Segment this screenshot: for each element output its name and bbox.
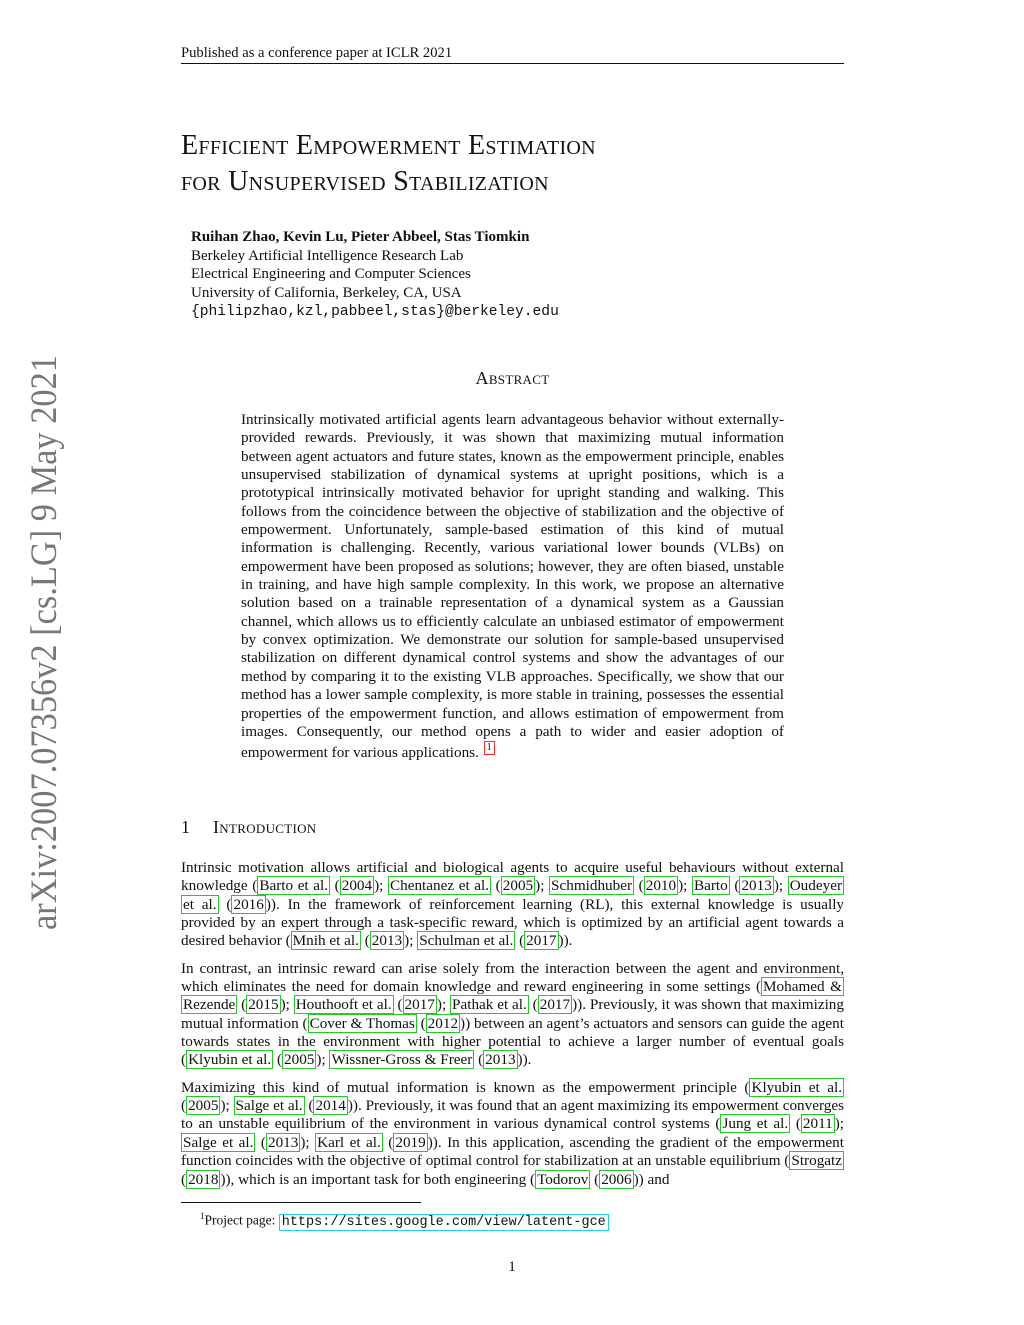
paragraph: Maximizing this kind of mutual information is known as the empowerment principle ( Klyubin et al. ( 2005 ); Salge et al. ( 2014 )). Previously, it was found that an agent maximizing its empowerment converges to an unstable equilibrium of the environment in various dynamical control systems ( Jung et al. ( 2011 ); Salge et al. ( 2013 ); Karl et al. ( 2019 )). In this application, ascending the gradient of the empowerment function coincides with the objective of optimal control for stabilization at an unstable equilibrium ( Strogatz ( 2018 )), which is an important task for both engineering ( Todorov ( 2006 )) and bbox=[181, 1078, 844, 1188]
section-title: Introduction bbox=[213, 817, 317, 837]
arxiv-identifier[interactable]: arXiv:2007.07356v2 [cs.LG] 9 May 2021 bbox=[24, 303, 65, 930]
text-run: ; bbox=[409, 932, 418, 950]
affiliation-lab: Berkeley Artificial Intelligence Research Lab bbox=[191, 247, 464, 264]
citation-link[interactable]: Mnih et al. bbox=[292, 932, 359, 950]
text-run: ; bbox=[441, 996, 451, 1014]
text-run: ) and bbox=[638, 1170, 670, 1188]
citation-link[interactable]: Strogatz bbox=[791, 1152, 842, 1170]
citation-link[interactable]: Barto bbox=[694, 877, 728, 895]
citation-year-link[interactable]: 2005 bbox=[188, 1097, 219, 1115]
text-run: ; bbox=[379, 877, 388, 895]
citation-link[interactable]: Schmidhuber bbox=[551, 877, 633, 895]
text-run: ) between an agent’s actuators and sensors can guide the agent towards states in the environment with higher potential to achieve a larger number of eventual goals ( bbox=[181, 1014, 844, 1069]
text-run: Intrinsic motivation allows artificial and biological agents to acquire useful behaviours without external knowledge ( bbox=[181, 859, 844, 895]
citation-link[interactable]: Todorov bbox=[537, 1170, 589, 1188]
citation-link[interactable]: Houthooft et al. bbox=[295, 996, 392, 1014]
citation-year-link[interactable]: 2014 bbox=[315, 1097, 346, 1115]
text-run: ), which is an important task for both engineering ( bbox=[225, 1170, 536, 1188]
citation-year-link[interactable]: 2013 bbox=[371, 932, 403, 950]
citation-year-link[interactable]: 2013 bbox=[485, 1051, 516, 1069]
paper-title bbox=[181, 128, 861, 200]
text-run: Maximizing this kind of mutual information is known as the empowerment principle ( bbox=[181, 1078, 750, 1096]
abstract-text: Intrinsically motivated artificial agents learn advantageous behavior without externally-provided rewards. Previously, it was shown that maximizing mutual information between agent actuators and future states, known as the empowerment principle, enables unsupervised stabilization of dynamical systems at upright positions, which is a prototypical intrinsically motivated behavior for upright standing and walking. This follows from the coincidence between the objective of stabilization and the objective of empowerment. Unfortunately, sample-based estimation of this kind of mutual information is challenging. Recently, various variational lower bounds (VLBs) on empowerment have been proposed as solutions; however, they are often biased, unstable in training, and have high sample complexity. In this work, we propose an alternative solution based on a trainable representation of a dynamical system as a Gaussian channel, which allows us to efficiently calculate an unbiased estimator of empowerment by convex optimization. We demonstrate our solution for sample-based unsupervised stabilization on different dynamical control systems and show the advantages of our method by comparing it to the existing VLB approaches. Specifically, we show that our method has a lower sample complexity, is more stable in training, possesses the essential properties of the empowerment function, and allows estimation of empowerment from images. Consequently, our method opens a path to wider and easier adoption of empowerment for various applications. bbox=[241, 411, 784, 762]
text-run: In contrast, an intrinsic reward can arise solely from the interaction between the agent and environment, which eliminates the need for domain knowledge and reward engineering in some settings ( bbox=[181, 959, 844, 996]
title-line-1: Efficient Empowerment Estimation bbox=[181, 130, 596, 161]
affiliation-department: Electrical Engineering and Computer Sciences bbox=[191, 266, 471, 283]
text-run: ). bbox=[522, 1051, 532, 1069]
abstract-heading: Abstract bbox=[475, 368, 550, 388]
citation-link[interactable]: Cover & Thomas bbox=[309, 1014, 415, 1032]
paragraph: In contrast, an intrinsic reward can arise solely from the interaction between the agent and environment, which eliminates the need for domain knowledge and reward engineering in some settings ( Mohamed & Rezende ( 2015 ); Houthooft et al. ( 2017 ); Pathak et al. ( 2017 )). Previously, it was shown that maximizing mutual information ( Cover & Thomas ( 2012 )) between an agent’s actuators and sensors can guide the agent towards states in the environment with higher potential to achieve a larger number of eventual goals ( Klyubin et al. ( 2005 ); Wissner-Gross & Freer ( 2013 )). bbox=[181, 959, 844, 1069]
text-run: ; bbox=[285, 996, 294, 1014]
text-run: ). In this application, ascending the gradient of the empowerment function coincides with the objective of optimal control for stabilization at an unstable equilibrium ( bbox=[181, 1133, 844, 1170]
citation-year-link[interactable]: 2012 bbox=[427, 1014, 459, 1032]
citation-year-link[interactable]: 2017 bbox=[539, 996, 571, 1014]
citation-link[interactable]: Klyubin et al. bbox=[751, 1078, 843, 1096]
citation-year-link[interactable]: 2005 bbox=[284, 1051, 315, 1069]
text-run: ). In the framework of reinforcement learning (RL), this external knowledge is usually provided by an expert through a task-specific reward, which is optimized by an artificial agent towards a desired behavior ( bbox=[181, 895, 845, 950]
citation-link[interactable]: Schulman et al. bbox=[419, 932, 514, 950]
author-block bbox=[191, 228, 831, 322]
text-run: ; bbox=[305, 1133, 316, 1151]
author-names: Ruihan Zhao, Kevin Lu, Pieter Abbeel, Stas Tiomkin bbox=[191, 229, 530, 245]
citation-year-link[interactable]: 2013 bbox=[267, 1133, 299, 1151]
citation-link[interactable]: Klyubin et al. bbox=[188, 1051, 272, 1069]
citation-link[interactable]: Wissner-Gross & Freer bbox=[331, 1051, 473, 1069]
footnote-divider bbox=[181, 1202, 421, 1203]
project-page-link[interactable]: https://sites.google.com/view/latent-gce bbox=[279, 1214, 609, 1231]
citation-year-link[interactable]: 2011 bbox=[802, 1115, 833, 1133]
text-run: ). Previously, it was shown that maximizing mutual information ( bbox=[181, 996, 844, 1032]
citation-year-link[interactable]: 2018 bbox=[188, 1170, 219, 1188]
text-run: ; bbox=[540, 877, 550, 895]
abstract-body bbox=[241, 411, 784, 763]
text-run: ; bbox=[321, 1051, 330, 1069]
citation-link[interactable]: Barto et al. bbox=[259, 877, 329, 895]
text-run: ; bbox=[225, 1097, 234, 1115]
text-run: ). bbox=[563, 932, 573, 950]
affiliation-university: University of California, Berkeley, CA, USA bbox=[191, 285, 462, 302]
title-line-2: for Unsupervised Stabilization bbox=[181, 166, 549, 197]
text-run: ; bbox=[683, 877, 692, 895]
author-emails: {philipzhao,kzl,pabbeel,stas}@berkeley.edu bbox=[191, 303, 559, 320]
text-run: ; bbox=[778, 877, 788, 895]
footnote-label: Project page: bbox=[204, 1212, 279, 1228]
citation-year-link[interactable]: 2006 bbox=[601, 1170, 632, 1188]
citation-link[interactable]: Salge et al. bbox=[235, 1097, 303, 1115]
citation-link[interactable]: Salge et al. bbox=[183, 1133, 254, 1151]
citation-year-link[interactable]: 2013 bbox=[741, 877, 772, 895]
paragraph: Intrinsic motivation allows artificial and biological agents to acquire useful behaviours without external knowledge ( Barto et al. ( 2004 ); Chentanez et al. ( 2005 ); Schmidhuber ( 2010 ); Barto ( 2013 ); Oudeyer et al. ( 2016 )). In the framework of reinforcement learning (RL), this external knowledge is usually provided by an expert through a task-specific reward, which is optimized by an artificial agent towards a desired behavior ( Mnih et al. ( 2013 ); Schulman et al. ( 2017 )). bbox=[181, 859, 845, 950]
footnote-link[interactable]: 1 bbox=[484, 741, 495, 755]
section-heading-introduction bbox=[181, 816, 844, 838]
citation-link[interactable]: Chentanez et al. bbox=[390, 877, 490, 895]
footnote-mark: 1 bbox=[200, 1211, 205, 1221]
text-run: ; bbox=[839, 1115, 844, 1133]
citation-year-link[interactable]: 2019 bbox=[395, 1133, 426, 1151]
running-head: Published as a conference paper at ICLR 2021 bbox=[181, 44, 844, 64]
citation-link[interactable]: Mohamed & Rezende bbox=[183, 978, 842, 1014]
section-number: 1 bbox=[181, 817, 191, 837]
citation-link[interactable]: Pathak et al. bbox=[452, 996, 527, 1014]
citation-year-link[interactable]: 2017 bbox=[404, 996, 435, 1014]
citation-year-link[interactable]: 2015 bbox=[248, 996, 279, 1014]
introduction-body bbox=[181, 859, 844, 1198]
citation-year-link[interactable]: 2016 bbox=[233, 895, 264, 913]
page-number: 1 bbox=[508, 1259, 516, 1275]
citation-year-link[interactable]: 2017 bbox=[526, 932, 557, 950]
citation-link[interactable]: Oudeyer et al. bbox=[183, 877, 843, 913]
footnote bbox=[200, 1207, 840, 1232]
citation-year-link[interactable]: 2005 bbox=[502, 877, 534, 895]
text-run: ). Previously, it was found that an agent maximizing its empowerment converges to an unstable equilibrium of the environment in various dynamical control systems ( bbox=[181, 1097, 844, 1133]
citation-link[interactable]: Jung et al. bbox=[722, 1115, 789, 1133]
citation-link[interactable]: Karl et al. bbox=[317, 1133, 381, 1151]
citation-year-link[interactable]: 2010 bbox=[645, 877, 677, 895]
citation-year-link[interactable]: 2004 bbox=[341, 877, 373, 895]
